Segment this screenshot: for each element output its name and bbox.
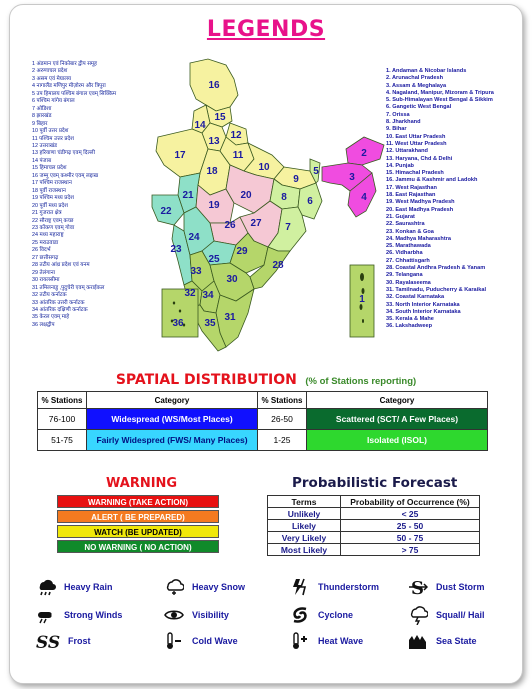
subdivision-list-item: 34. South Interior Karnataka — [386, 308, 461, 315]
subdivision-list-item: 14. Punjab — [386, 162, 414, 169]
subdivision-list-item: 7. Orissa — [386, 111, 410, 118]
weather-symbol-legend — [36, 577, 506, 667]
map-region-label: 12 — [230, 130, 242, 141]
subdivision-list-item: 33. North Interior Karnataka — [386, 301, 460, 308]
subdivision-list-item: 4. Nagaland, Manipur, Mizoram & Tripura — [386, 89, 494, 96]
map-region-label: 34 — [202, 290, 214, 301]
subdivision-list-item: 29. Telangana — [386, 272, 423, 279]
subdivision-list-item: 35. Kerala & Mahe — [386, 316, 434, 323]
sea-state-icon — [408, 631, 428, 651]
map-region-label: 31 — [224, 312, 236, 323]
subdivision-list-item: 6 पश्चिम गांगेय बंगाल — [32, 98, 75, 105]
sd-range: 51-75 — [38, 430, 87, 451]
map-region-label: 10 — [258, 162, 270, 173]
subdivision-list-item: 17 पश्चिम राजस्थान — [32, 180, 72, 187]
subdivision-list-item: 11 पश्चिम उत्तर प्रदेश — [32, 135, 74, 142]
symbol-heavy-rain — [36, 577, 113, 597]
symbol-frost — [36, 631, 91, 651]
subdivision-list-item: 10. East Uttar Pradesh — [386, 133, 446, 140]
symbol-heat-wave — [290, 631, 363, 651]
subdivision-list-item: 20. East Madhya Pradesh — [386, 206, 454, 213]
map-region-label: 19 — [208, 200, 220, 211]
map-region-label: 16 — [208, 80, 220, 91]
warning-level-red: WARNING (TAKE ACTION) — [57, 495, 219, 508]
map-region-label: 14 — [194, 120, 206, 131]
heavy-rain-icon — [36, 577, 56, 597]
subdivision-list-item: 1. Andaman & Nicobar Islands — [386, 68, 467, 74]
subdivision-list-item: 21. Gujarat — [386, 213, 415, 220]
map-region-label: 2 — [361, 148, 367, 159]
cold-wave-icon — [164, 631, 184, 651]
symbol-cold-wave — [164, 631, 238, 651]
map-region-label: 9 — [293, 174, 299, 185]
pf-prob: > 75 — [341, 544, 480, 556]
probabilistic-forecast-table — [267, 495, 480, 556]
subdivision-list-item: 20 पूर्वी मध्य प्रदेश — [32, 202, 68, 209]
map-region-label: 21 — [182, 190, 194, 201]
subdivision-list-item: 14 पंजाब — [32, 157, 52, 164]
subdivision-list-item: 12. Uttarakhand — [386, 148, 428, 155]
sd-header-category-2: Category — [307, 392, 488, 409]
map-region-label: 28 — [272, 260, 284, 271]
subdivision-list-item: 35 केरल एवम् माहे — [32, 314, 70, 321]
svg-text:S: S — [411, 578, 424, 597]
subdivision-list-item: 15 हिमाचल प्रदेश — [32, 165, 67, 172]
subdivision-list-item: 33 आंतरिक उत्तरी कर्नाटक — [32, 299, 85, 306]
sd-category: Scattered (SCT/ A Few Places) — [307, 409, 488, 430]
symbol-heavy-snow — [164, 577, 245, 597]
sd-category: Widespread (WS/Most Places) — [87, 409, 258, 430]
subdivision-list-item: 6. Gangetic West Bengal — [386, 104, 452, 111]
subdivision-list-item: 24 मध्य महाराष्ट्र — [32, 232, 64, 239]
map-region-label: 8 — [281, 192, 287, 203]
map-region-label: 22 — [160, 206, 172, 217]
sd-header-stations-2: % Stations — [258, 392, 307, 409]
heat-wave-icon — [290, 631, 310, 651]
subdivision-list-item: 31. Tamilnadu, Puducherry & Karaikal — [386, 286, 486, 293]
subdivision-list-item: 13 हरियाणा चंडीगढ़ एवम् दिल्ली — [32, 150, 95, 157]
warning-legend — [57, 495, 219, 555]
sd-range: 76-100 — [38, 409, 87, 430]
pf-term: Unlikely — [268, 508, 341, 520]
symbol-cyclone — [290, 605, 353, 625]
english-subdivision-list — [386, 68, 494, 331]
map-region-label: 25 — [208, 254, 220, 265]
visibility-icon — [164, 605, 184, 625]
map-region-label: 36 — [172, 318, 184, 329]
squall-hail-icon — [408, 605, 428, 625]
spatial-subtitle-text: (% of Stations reporting) — [305, 376, 417, 387]
subdivision-list-item: 9. Bihar — [386, 126, 407, 133]
map-region-label: 32 — [184, 288, 196, 299]
warning-level-orange: ALERT ( BE PREPARED) — [57, 510, 219, 523]
heavy-snow-icon — [164, 577, 184, 597]
subdivision-list-item: 12 उत्तराखंड — [32, 142, 58, 149]
subdivision-list-item: 26. Vidharbha — [386, 250, 423, 257]
subdivision-list-item: 30 रायलसीमा — [32, 277, 60, 284]
subdivision-list-item: 19. West Madhya Pradesh — [386, 199, 455, 206]
subdivision-list-item: 23 कोंकण एवम् गोवा — [32, 224, 75, 231]
map-region-label: 26 — [224, 220, 236, 231]
sd-range: 26-50 — [258, 409, 307, 430]
map-region-label: 7 — [285, 222, 291, 233]
subdivision-list-item: 25 मराठवाडा — [32, 239, 59, 246]
map-region-label: 3 — [349, 172, 355, 183]
map-region-label: 35 — [204, 318, 216, 329]
warning-level-yellow: WATCH (BE UPDATED) — [57, 525, 219, 538]
subdivision-list-item: 2 अरुणाचल प्रदेश — [32, 68, 68, 75]
pf-term: Very Likely — [268, 532, 341, 544]
subdivision-list-item: 5. Sub-Himalayan West Bengal & Sikkim — [386, 97, 493, 104]
subdivision-list-item: 22. Saurashtra — [386, 221, 425, 228]
subdivision-list-item: 27 छत्तीसगढ़ — [32, 254, 59, 261]
pf-prob: 25 - 50 — [341, 520, 480, 532]
subdivision-list-item: 10 पूर्वी उत्तर प्रदेश — [32, 128, 69, 135]
sd-category: Isolated (ISOL) — [307, 430, 488, 451]
map-region-label: 1 — [359, 294, 365, 305]
map-region-label: 20 — [240, 190, 252, 201]
pf-term: Likely — [268, 520, 341, 532]
map-region-label: 27 — [250, 218, 262, 229]
symbol-thunderstorm — [290, 577, 379, 597]
map-region-label: 23 — [170, 244, 182, 255]
subdivision-list-item: 5 उप हिमालय पश्चिम बंगाल एवम् सिक्किम — [32, 90, 117, 97]
map-region-label: 30 — [226, 274, 238, 285]
subdivision-list-item: 15. Himachal Pradesh — [386, 170, 444, 177]
subdivision-list-item: 34 आंतरिक दक्षिणी कर्नाटक — [32, 306, 88, 313]
symbol-label: Visibility — [192, 610, 229, 620]
map-region-label: 6 — [307, 196, 313, 207]
subdivision-list-item: 26 विदर्भ — [32, 247, 51, 254]
pf-prob: 50 - 75 — [341, 532, 480, 544]
symbol-label: Squall/ Hail — [436, 610, 485, 620]
spatial-distribution-title — [10, 371, 522, 389]
symbol-label: Frost — [68, 636, 91, 646]
subdivision-list-item: 4 नागालैंड मणिपुर मीज़ोरम और त्रिपुरा — [32, 83, 106, 90]
symbol-squall-hail — [408, 605, 485, 625]
symbol-visibility — [164, 605, 229, 625]
map-region-label: 11 — [232, 150, 244, 161]
sd-header-stations: % Stations — [38, 392, 87, 409]
subdivision-list-item: 36 लक्षद्वीप — [32, 321, 55, 328]
sd-range: 1-25 — [258, 430, 307, 451]
symbol-label: Heavy Rain — [64, 582, 113, 592]
map-region-label: 17 — [174, 150, 186, 161]
warning-level-green: NO WARNING ( NO ACTION) — [57, 540, 219, 553]
symbol-label: Heat Wave — [318, 636, 364, 646]
subdivision-list-item: 17. West Rajasthan — [386, 184, 437, 191]
map-region-label: 4 — [361, 192, 367, 203]
spatial-distribution-table — [37, 391, 488, 451]
pf-prob: < 25 — [341, 508, 480, 520]
subdivision-list-item: 1 अंडमान एवं निकोबार द्वीप समूह — [32, 61, 97, 67]
map-region-label: 13 — [208, 136, 220, 147]
cyclone-icon — [290, 605, 310, 625]
subdivision-list-item: 13. Haryana, Chd & Delhi — [386, 155, 453, 162]
map-region-label: 15 — [214, 112, 226, 123]
dust-storm-icon — [408, 577, 428, 597]
thunderstorm-icon — [290, 577, 310, 597]
symbol-label: Sea State — [436, 636, 477, 646]
subdivision-list-item: 32. Coastal Karnataka — [386, 294, 445, 301]
svg-text:SS: SS — [36, 633, 60, 651]
symbol-label: Dust Storm — [436, 582, 485, 592]
map-region-label: 24 — [188, 232, 200, 243]
map-region-label: 18 — [206, 166, 218, 177]
legend-card — [9, 4, 523, 684]
subdivision-list-item: 32 तटीय कर्नाटक — [32, 292, 67, 299]
page-title: LEGENDS — [206, 17, 326, 42]
subdivision-list-item: 36. Lakshadweep — [386, 323, 433, 330]
subdivision-list-item: 27. Chhattisgarh — [386, 257, 430, 264]
map-region-label: 33 — [190, 266, 202, 277]
symbol-sea-state — [408, 631, 477, 651]
warning-title: WARNING — [106, 476, 178, 491]
subdivision-list-item: 3. Assam & Meghalaya — [386, 82, 447, 89]
hindi-subdivision-list — [32, 61, 116, 329]
frost-icon — [36, 631, 60, 651]
subdivision-list-item: 21 गुजरात क्षेत्र — [32, 210, 62, 217]
pf-header-terms: Terms — [268, 496, 341, 508]
subdivision-list-item: 22 सौराष्ट्र एवम् कच्छ — [32, 217, 74, 224]
subdivision-list-item: 3 असम एवं मेघालय — [32, 75, 72, 82]
subdivision-list-item: 18. East Rajasthan — [386, 192, 436, 199]
india-subdivision-map — [150, 55, 386, 355]
strong-winds-icon — [36, 605, 56, 625]
symbol-label: Cold Wave — [192, 636, 238, 646]
subdivision-list-item: 11. West Uttar Pradesh — [386, 140, 447, 147]
sd-header-category: Category — [87, 392, 258, 409]
sd-category: Fairly Widespred (FWS/ Many Places) — [87, 430, 258, 451]
subdivision-list-item: 28 तटीय आंध्र प्रदेश एवं यनम — [32, 262, 90, 269]
subdivision-list-item: 23. Konkan & Goa — [386, 228, 434, 235]
symbol-dust-storm — [408, 577, 485, 597]
subdivision-list-item: 30. Rayalaseema — [386, 279, 431, 286]
spatial-title-text: SPATIAL DISTRIBUTION — [115, 372, 297, 388]
symbol-label: Thunderstorm — [318, 582, 380, 592]
subdivision-list-item: 25. Marathawada — [386, 243, 431, 250]
subdivision-list-item: 16 जम्मू एवम् कश्मीर एवम् लद्दाख — [32, 172, 99, 179]
symbol-label: Cyclone — [318, 610, 354, 620]
subdivision-list-item: 24. Madhya Maharashtra — [386, 235, 451, 242]
map-region-label: 29 — [236, 246, 248, 257]
subdivision-list-item: 7 ओडिशा — [32, 105, 52, 112]
symbol-label: Heavy Snow — [192, 582, 246, 592]
subdivision-list-item: 8 झारखंड — [32, 113, 52, 120]
subdivision-list-item: 2. Arunachal Pradesh — [386, 75, 443, 82]
subdivision-list-item: 19 पश्चिम मध्य प्रदेश — [32, 195, 74, 202]
subdivision-list-item: 9 बिहार — [32, 120, 48, 127]
map-region-label: 5 — [313, 166, 319, 177]
subdivision-list-item: 29 तेलंगाना — [32, 269, 56, 276]
probabilistic-forecast-title: Probabilistic Forecast — [292, 475, 458, 491]
subdivision-list-item: 8. Jharkhand — [386, 119, 421, 126]
subdivision-list-item: 28. Coastal Andhra Pradesh & Yanam — [386, 265, 486, 272]
symbol-label: Strong Winds — [64, 610, 123, 620]
subdivision-list-item: 18 पूर्वी राजस्थान — [32, 187, 66, 194]
subdivision-list-item: 16. Jammu & Kashmir and Ladokh — [386, 177, 478, 184]
subdivision-list-item: 31 तमिलनाडु ,पुदुचेरी एवम् कराईकल — [32, 284, 105, 291]
pf-term: Most Likely — [268, 544, 341, 556]
symbol-strong-winds — [36, 605, 122, 625]
pf-header-prob: Probability of Occurrence (%) — [341, 496, 480, 508]
